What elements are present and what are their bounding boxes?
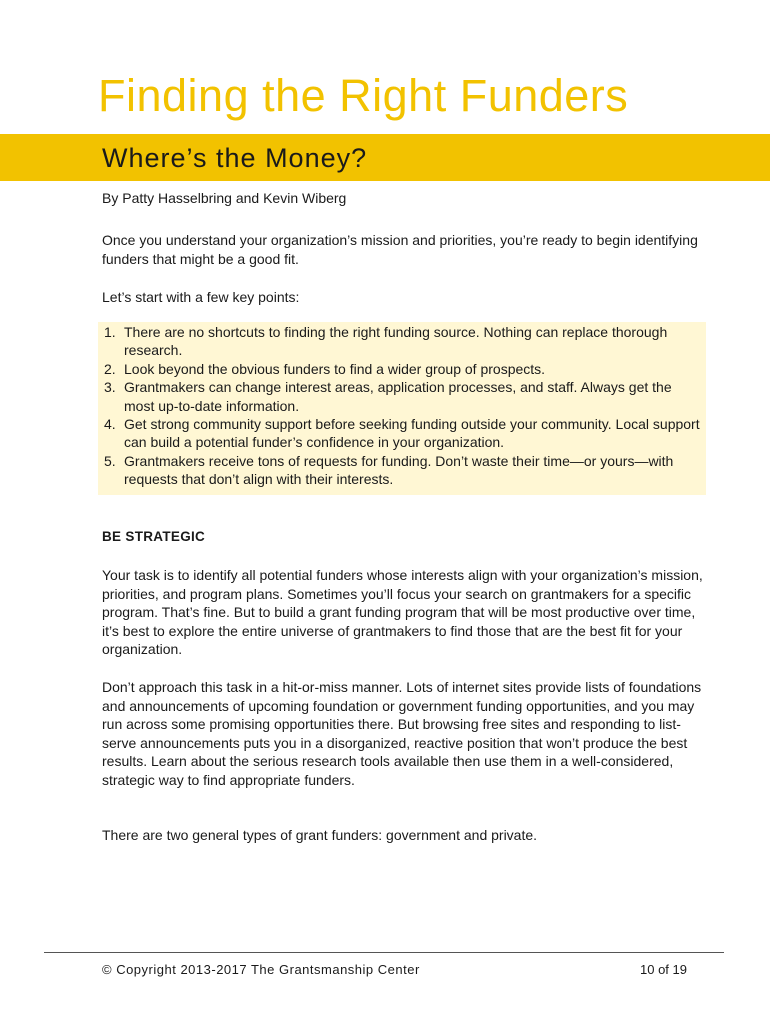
list-item [104, 323, 704, 360]
list-item-text: Grantmakers can change interest areas, application processes, and staff. Always get the most up-to-date information. [124, 379, 672, 414]
page-title: Finding the Right Funders [98, 70, 629, 121]
page-number: 10 of 19 [640, 962, 687, 977]
list-item-text: Grantmakers receive tons of requests for funding. Don’t waste their time—or yours—with requests that don’t align with their interests. [124, 452, 674, 488]
list-item [104, 378, 704, 415]
list-number: 1. [104, 324, 116, 340]
intro-paragraph: Once you understand your organization’s mission and priorities, you’re ready to begin identifying funders that might be a good fit. [102, 232, 698, 267]
list-number: 2. [104, 360, 116, 377]
key-points-list [104, 323, 704, 489]
list-item-text: Get strong community support before seeking funding outside your community. Local support can build a potential funder’s confidence in your organization. [124, 416, 700, 451]
byline: By Patty Hasselbring and Kevin Wiberg [102, 190, 347, 206]
section-heading: BE STRATEGIC [102, 529, 206, 544]
list-item [104, 360, 704, 378]
footer-copyright: © Copyright 2013-2017 The Grantsmanship Center [102, 962, 420, 977]
list-number: 3. [104, 379, 116, 396]
list-number: 4. [104, 416, 116, 433]
footer-divider [44, 952, 724, 953]
list-item [104, 452, 704, 489]
body-paragraph: There are two general types of grant funders: government and private. [102, 827, 538, 843]
list-item [104, 415, 704, 452]
list-item-text: Look beyond the obvious funders to find a wider group of prospects. [124, 360, 546, 377]
body-paragraph: Don’t approach this task in a hit-or-miss manner. Lots of internet sites provide lists of foundations and announcements of upcoming foundation or government funding opportunities, and you may run across some promising opportunities there. But browsing free sites and responding to list-serve announcements puts you in a disorganized, reactive position that won’t produce the best results. Learn about the serious research tools available then use them in a well-considered, strategic way to find appropriate funders. [102, 679, 702, 788]
list-number: 5. [104, 452, 116, 469]
page-subtitle: Where’s the Money? [102, 143, 368, 173]
list-item-text: There are no shortcuts to finding the right funding source. Nothing can replace thorough research. [124, 324, 668, 359]
key-points-lead: Let’s start with a few key points: [102, 289, 300, 305]
body-paragraph: Your task is to identify all potential funders whose interests align with your organization’s mission, priorities, and program plans. Sometimes you’ll focus your search on grantmakers for a specific program. That’s fine. But to build a grant funding program that will be most productive over time, it’s best to explore the entire universe of grantmakers to find those that are the best fit for your organization. [102, 567, 703, 657]
